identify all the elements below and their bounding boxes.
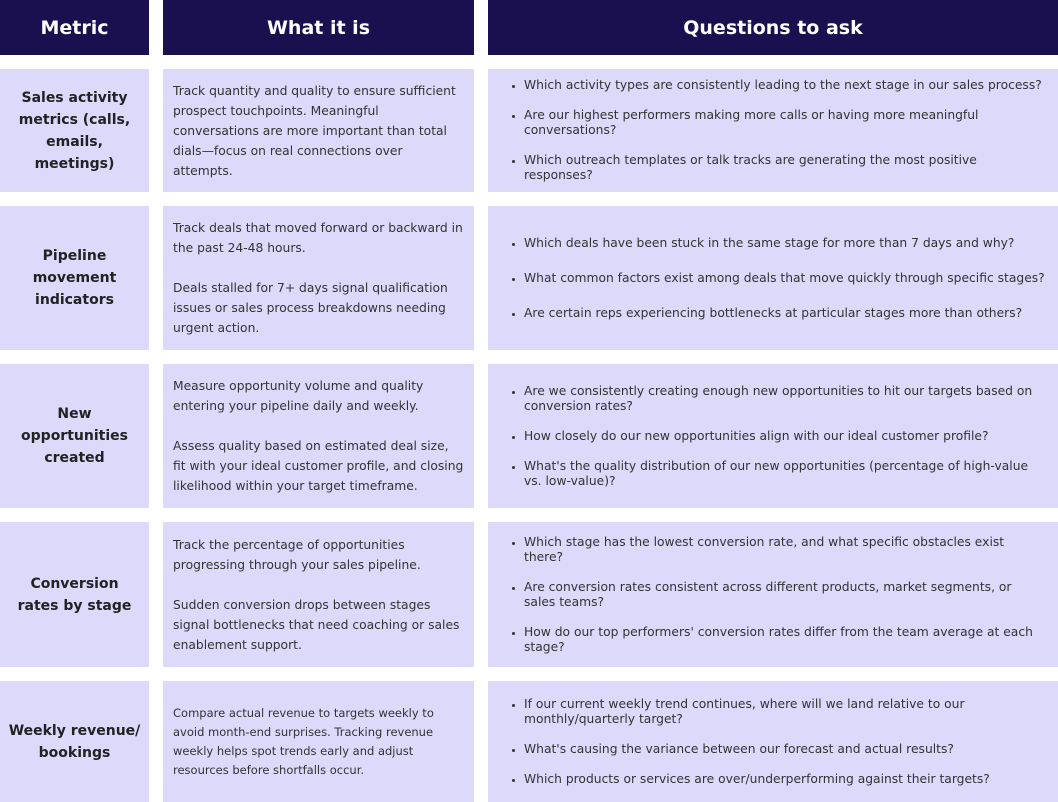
header-what-it-is: What it is [163, 0, 474, 55]
row-5-question-1: • If our current weekly trend continues, where will we land relative to our monthly/quarterly target? [524, 697, 1046, 727]
row-3-metric: New opportunities created [0, 364, 149, 508]
row-3-question-2: • How closely do our new opportunities align with our ideal customer profile? [524, 429, 1046, 444]
row-3-what [163, 364, 474, 508]
row-2-what-p1: Track deals that moved forward or backward in the past 24-48 hours. [173, 221, 463, 255]
row-2-question-2: • What common factors exist among deals that move quickly through specific stages? [524, 268, 1046, 288]
header-metric: Metric [0, 0, 149, 55]
row-2-questions [488, 206, 1058, 350]
row-1-question-1: • Which activity types are consistently leading to the next stage in our sales process? [524, 78, 1046, 93]
row-1-what-p1: Track quantity and quality to ensure sufficient prospect touchpoints. Meaningful conversations are more important than total dials—focus on real connections over attempts. [173, 83, 456, 178]
header-questions-to-ask: Questions to ask [488, 0, 1058, 55]
row-4-question-2: • Are conversion rates consistent across different products, market segments, or sales teams? [524, 580, 1046, 610]
row-3-what-p1: Measure opportunity volume and quality entering your pipeline daily and weekly. [173, 379, 424, 413]
row-5-question-3: • Which products or services are over/underperforming against their targets? [524, 772, 1046, 787]
row-2-what [163, 206, 474, 350]
row-5-what-p1: Compare actual revenue to targets weekly to avoid month-end surprises. Tracking revenue weekly helps spot trends early and adjust resources before shortfalls occur. [173, 705, 434, 777]
row-2-what-p2: Deals stalled for 7+ days signal qualification issues or sales process breakdowns needing urgent action. [173, 281, 448, 335]
row-3-questions [488, 364, 1058, 508]
row-4-question-1: • Which stage has the lowest conversion rate, and what specific obstacles exist there? [524, 535, 1046, 565]
row-1-question-3: • Which outreach templates or talk tracks are generating the most positive responses? [524, 153, 1046, 183]
row-4-what-p1: Track the percentage of opportunities progressing through your sales pipeline. [173, 537, 421, 572]
row-1-questions [488, 69, 1058, 192]
row-3-question-1: • Are we consistently creating enough new opportunities to hit our targets based on conversion rates? [524, 384, 1046, 414]
row-3-what-p2: Assess quality based on estimated deal size, fit with your ideal customer profile, and closing likelihood within your target timeframe. [173, 439, 464, 493]
row-1-question-2: • Are our highest performers making more calls or having more meaningful conversations? [524, 108, 1046, 138]
row-4-metric: Conversion rates by stage [0, 522, 149, 667]
row-5-questions [488, 681, 1058, 802]
row-4-what [163, 522, 474, 667]
row-1-metric: Sales activity metrics (calls, emails, meetings) [0, 69, 149, 192]
row-5-what [163, 681, 474, 802]
row-4-questions [488, 522, 1058, 667]
row-2-metric: Pipeline movement indicators [0, 206, 149, 350]
row-1-what [163, 69, 474, 192]
row-2-question-3: • Are certain reps experiencing bottlenecks at particular stages more than others? [524, 303, 1046, 323]
row-5-metric: Weekly revenue/ bookings [0, 681, 149, 802]
row-2-question-1: • Which deals have been stuck in the same stage for more than 7 days and why? [524, 233, 1046, 253]
row-3-question-3: • What's the quality distribution of our new opportunities (percentage of high-value vs. low-value)? [524, 459, 1046, 489]
row-5-question-2: • What's causing the variance between our forecast and actual results? [524, 742, 1046, 757]
row-4-what-p2: Sudden conversion drops between stages signal bottlenecks that need coaching or sales enablement support. [173, 597, 460, 652]
row-4-question-3: • How do our top performers' conversion rates differ from the team average at each stage? [524, 625, 1046, 655]
